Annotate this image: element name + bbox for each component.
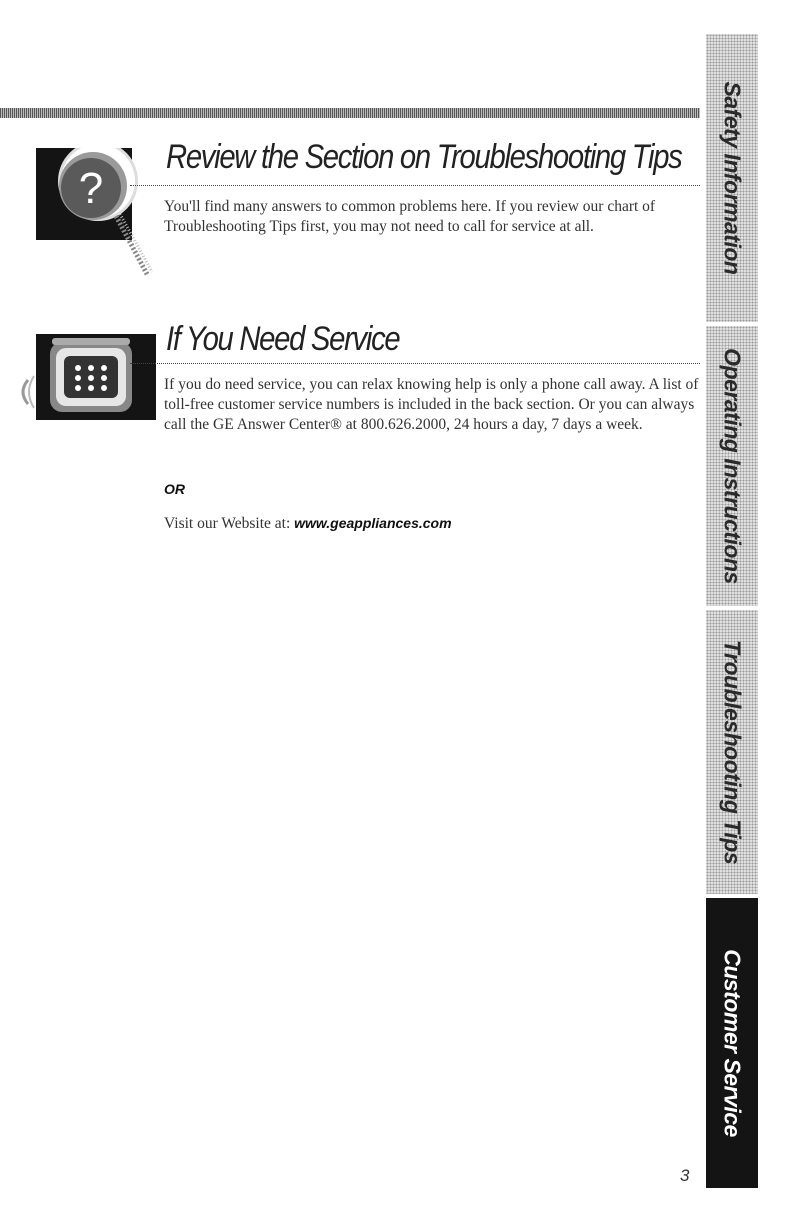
section-title: Review the Section on Troubleshooting Tips [166,138,682,176]
side-tab-label: Troubleshooting Tips [719,639,746,865]
section-rule [130,363,700,364]
side-tab-safety[interactable] [706,34,758,322]
side-tab-operating[interactable] [706,326,758,606]
header-rule [0,108,700,118]
side-tab-label: Customer Service [719,949,746,1137]
section-body: You'll find many answers to common problems here. If you review our chart of Troubleshooting Tips first, you may not need to call for service at all. [164,198,656,235]
side-tab-label: Safety Information [719,81,746,275]
page-number: 3 [680,1166,690,1185]
question-mark-icon [36,148,161,288]
section-rule [130,185,700,186]
website-link[interactable]: www.geappliances.com [294,515,452,531]
or-label: OR [164,481,185,497]
section-body: If you do need service, you can relax knowing help is only a phone call away. A list of toll-free customer service numbers is included in the back section. Or you can always call the GE Answer Center® at 800.626.2000, 24 hours a day, 7 days a week. [164,376,699,433]
side-tab-label: Operating Instructions [719,348,746,584]
section-title: If You Need Service [166,320,400,358]
side-tab-troubleshooting[interactable] [706,610,758,894]
svg-text:?: ? [78,164,104,213]
website-prefix: Visit our Website at: [164,515,295,532]
side-tab-customer-service[interactable] [706,898,758,1188]
website-line [164,515,452,533]
telephone-icon [16,334,161,434]
